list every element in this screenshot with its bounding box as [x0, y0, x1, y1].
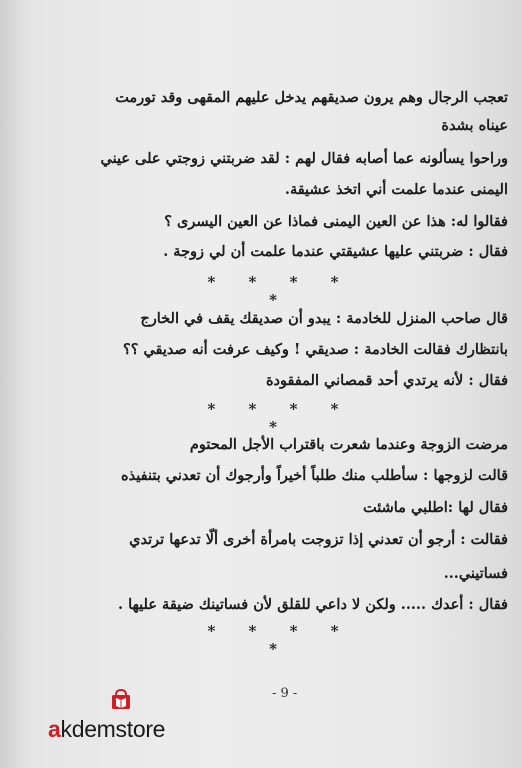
book-bag-icon	[110, 688, 132, 710]
text-line: فقال : ضربتني عليها عشيقتي عندما علمت أن لي زوجة .	[163, 243, 508, 260]
text-line: عيناه بشدة	[441, 117, 508, 134]
section-separator: * * * * *	[207, 273, 353, 309]
text-line: تعجب الرجال وهم يرون صديقهم يدخل عليهم المقهى وقد تورمت	[115, 89, 508, 106]
store-logo	[18, 688, 218, 748]
store-name-rest: kdemstore	[60, 716, 166, 742]
store-name-prefix: a	[48, 716, 61, 742]
page-number: - 9 -	[272, 686, 298, 701]
text-line: وراحوا يسألونه عما أصابه فقال لهم : لقد ضربتني زوجتي على عيني	[100, 150, 508, 167]
text-line: قال صاحب المنزل للخادمة : يبدو أن صديقك يقف في الخارج	[140, 310, 508, 327]
text-line: بانتظارك فقالت الخادمة : صديقي ! وكيف عرفت أنه صديقي ؟؟	[123, 341, 508, 358]
section-separator: * * * * *	[207, 400, 353, 436]
text-line: مرضت الزوجة وعندما شعرت باقتراب الأجل المحتوم	[189, 436, 508, 453]
text-line: اليمنى عندما علمت أني اتخذ عشيقة.	[284, 181, 508, 198]
text-line: فقال : لأنه يرتدي أحد قمصاني المفقودة	[265, 372, 508, 389]
section-separator: * * * * *	[207, 622, 353, 658]
text-line: فقالت : أرجو أن تعدني إذا تزوجت بامرأة أخرى ألّا تدعها ترتدي	[129, 531, 508, 548]
text-line: فقال : أعدك ..... ولكن لا داعي للقلق لأن فساتينك ضيقة عليها .	[117, 596, 508, 613]
text-line: قالت لزوجها : سأطلب منك طلباً أخيراً وأرجوك أن تعدني بتنفيذه	[121, 467, 508, 484]
text-line: فقال لها :اطلبي ماشئت	[362, 499, 508, 516]
store-name	[48, 716, 165, 743]
text-line: فساتيني...	[443, 565, 508, 582]
text-line: فقالوا له: هذا عن العين اليمنى فماذا عن العين اليسرى ؟	[164, 213, 508, 230]
